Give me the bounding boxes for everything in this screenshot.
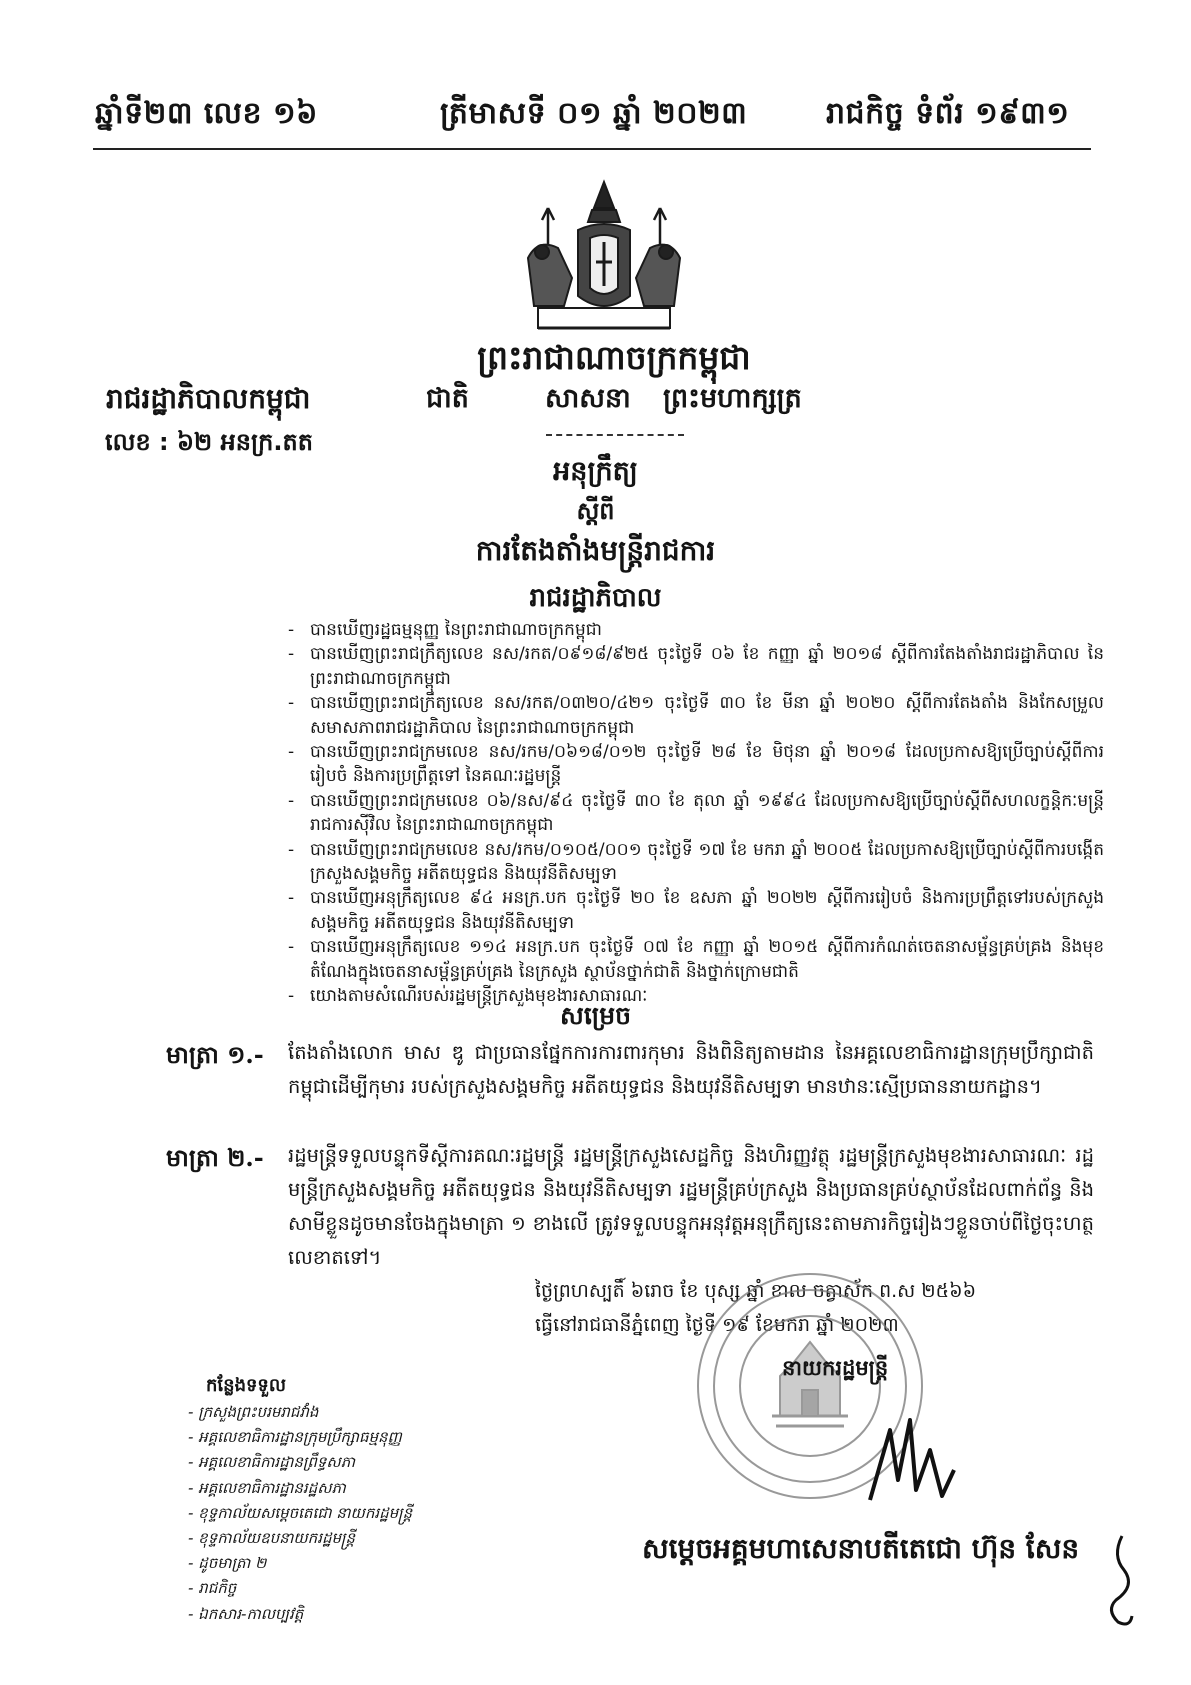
motto-king: ព្រះមហាក្សត្រ (663, 383, 802, 414)
kingdom-name: ព្រះរាជាណាចក្រកម្ពុជា (477, 338, 751, 377)
recipients-title: កន្លែងទទួល (206, 1375, 286, 1396)
gazette-volume: ឆ្នាំទី២៣ លេខ ១៦ (95, 96, 318, 131)
recipient-item: - ឯកសារ-កាលប្បវត្តិ (188, 1604, 304, 1623)
royal-coat-of-arms-icon (508, 178, 700, 338)
legal-basis-item: - បានឃើញព្រះរាជក្រមលេខ នស/រកម/០៦១៨/០១២ ចុះថ្ងៃទី ២៨ ខែ មិថុនា ឆ្នាំ ២០១៨ ដែលប្រកាសឱ្យប្រើច្បាប់ស្តីពីការរៀបចំ និងការប្រព្រឹត្តទៅ នៃគណៈរដ្ឋមន្ត្រី (284, 740, 1104, 789)
recipient-item: - អគ្គលេខាធិការដ្ឋានព្រឹទ្ធសភា (188, 1453, 355, 1472)
gazette-page: រាជកិច្ច ទំព័រ ១៩៣១ (826, 96, 1070, 131)
legal-basis-list (284, 618, 1104, 1009)
decree-number: លេខ : ៦២ អនក្រ.តត (105, 428, 313, 456)
legal-basis-item: - បានឃើញព្រះរាជក្រឹត្យលេខ នស/រកត/០៩១៨/៩២៥ ចុះថ្ងៃទី ០៦ ខែ កញ្ញា ឆ្នាំ ២០១៨ ស្តីពីការតែងតាំងរាជរដ្ឋាភិបាល នៃព្រះរាជាណាចក្រកម្ពុជា (284, 642, 1104, 691)
recipient-item: - អគ្គលេខាធិការដ្ឋានក្រុមប្រឹក្សាធម្មនុញ្ញ (188, 1428, 402, 1447)
article-1-text: តែងតាំងលោក មាស ឌូ ជាប្រធានផ្នែកការការពារកុមារ និងពិនិត្យតាមដាន នៃអគ្គលេខាធិការដ្ឋានក្រុមប្រឹក្សាជាតិកម្ពុជាដើម្បីកុមារ របស់ក្រសួងសង្គមកិច្ច អតីតយុទ្ធជន និងយុវនីតិសម្បទា មានឋានៈស្មើប្រធាននាយកដ្ឋាន។ (288, 1041, 1094, 1098)
legal-basis-item: - បានឃើញព្រះរាជក្រមលេខ ០៦/នស/៩៤ ចុះថ្ងៃទី ៣០ ខែ តុលា ឆ្នាំ ១៩៩៤ ដែលប្រកាសឱ្យប្រើច្បាប់ស្តីពីសហលក្ខន្តិកៈមន្ត្រីរាជការស៊ីវិល នៃព្រះរាជាណាចក្រកម្ពុជា (284, 789, 1104, 838)
recipients-list (188, 1400, 412, 1627)
recipient-item: - ខុទ្ទកាល័យឧបនាយករដ្ឋមន្ត្រី (188, 1529, 355, 1548)
handwritten-initial-icon (1102, 1530, 1142, 1630)
recipient-item: - ខុទ្ទកាល័យសម្តេចតេជោ នាយករដ្ឋមន្ត្រី (188, 1503, 413, 1522)
government-name: រាជរដ្ឋាភិបាលកម្ពុជា (106, 382, 311, 415)
motto-nation: ជាតិ (426, 383, 469, 414)
decision-heading: សម្រេច (560, 1001, 631, 1030)
handwritten-signature-icon (850, 1410, 960, 1520)
article-2-label: មាត្រា ២.- (166, 1143, 264, 1172)
legal-basis-item: - បានឃើញព្រះរាជក្រមលេខ នស/រកម/០១០៥/០០១ ចុះថ្ងៃទី ១៧ ខែ មករា ឆ្នាំ ២០០៥ ដែលប្រកាសឱ្យប្រើច្បាប់ស្តីពីការបង្កើតក្រសួងសង្គមកិច្ច អតីតយុទ្ធជន និងយុវនីតិសម្បទា (284, 838, 1104, 887)
motto-religion: សាសនា (545, 383, 631, 414)
header-divider (93, 148, 1091, 150)
recipient-item: - ដូចមាត្រា ២ (188, 1554, 267, 1573)
legal-basis-item: - យោងតាមសំណើរបស់រដ្ឋមន្ត្រីក្រសួងមុខងារសាធារណៈ (284, 984, 1104, 1008)
article-2-text: រដ្ឋមន្ត្រីទទួលបន្ទុកទីស្តីការគណៈរដ្ឋមន្ត្រី រដ្ឋមន្ត្រីក្រសួងសេដ្ឋកិច្ច និងហិរញ្ញវត្ថុ រដ្ឋមន្ត្រីក្រសួងមុខងារសាធារណៈ រដ្ឋមន្ត្រីក្រសួងសង្គមកិច្ច អតីតយុទ្ធជន និងយុវនីតិសម្បទា រដ្ឋមន្ត្រីគ្រប់ក្រសួង និងប្រធានគ្រប់ស្ថាប័នដែលពាក់ព័ន្ធ និងសាមីខ្លួនដូចមានចែងក្នុងមាត្រា ១ ខាងលើ ត្រូវទទួលបន្ទុកអនុវត្តអនុក្រឹត្យនេះតាមភារកិច្ចរៀងៗខ្លួនចាប់ពីថ្ងៃចុះហត្ថលេខាតទៅ។ (288, 1144, 1094, 1269)
legal-basis-item: - បានឃើញព្រះរាជក្រឹត្យលេខ នស/រកត/០៣២០/៤២១ ចុះថ្ងៃទី ៣០ ខែ មីនា ឆ្នាំ ២០២០ ស្តីពីការតែងតាំង និងកែសម្រួលសមាសភាពរាជរដ្ឋាភិបាល នៃព្រះរាជាណាចក្រកម្ពុជា (284, 691, 1104, 740)
document-subject-prefix: ស្តីពី (576, 496, 615, 525)
issuing-authority: រាជរដ្ឋាភិបាល (529, 583, 662, 613)
solar-date: ធ្វើនៅរាជធានីភ្នំពេញ ថ្ងៃទី ១៩ ខែមករា ឆ្នាំ ២០២៣ (535, 1314, 899, 1336)
recipient-item: - រាជកិច្ច (188, 1579, 237, 1598)
motto-divider (546, 434, 684, 436)
legal-basis-item: - បានឃើញរដ្ឋធម្មនុញ្ញ នៃព្រះរាជាណាចក្រកម្ពុជា (284, 618, 1104, 642)
article-1-label: មាត្រា ១.- (166, 1040, 264, 1069)
recipient-item: - អគ្គលេខាធិការដ្ឋានរដ្ឋសភា (188, 1478, 346, 1497)
gazette-quarter: ត្រីមាសទី ០១ ឆ្នាំ ២០២៣ (440, 96, 748, 131)
lunar-date: ថ្ងៃព្រហស្បតិ៍ ៦រោច ខែ បុស្ស ឆ្នាំ ខាល ចត្វាស័ក ព.ស ២៥៦៦ (535, 1280, 977, 1302)
document-subject: ការតែងតាំងមន្ត្រីរាជការ (475, 534, 716, 567)
legal-basis-item: - បានឃើញអនុក្រឹត្យលេខ ១១៤ អនក្រ.បក ចុះថ្ងៃទី ០៧ ខែ កញ្ញា ឆ្នាំ ២០១៥ ស្តីពីការកំណត់ចេតនាសម្ព័ន្ធគ្រប់គ្រង និងមុខតំណែងក្នុងចេតនាសម្ព័ន្ធគ្រប់គ្រង នៃក្រសួង ស្ថាប័នថ្នាក់ជាតិ និងថ្នាក់ក្រោមជាតិ (284, 935, 1104, 984)
recipient-item: - ក្រសួងព្រះបរមរាជវាំង (188, 1403, 319, 1421)
signer-name: សម្តេចអគ្គមហាសេនាបតីតេជោ ហ៊ុន សែន (642, 1532, 1080, 1565)
legal-basis-item: - បានឃើញអនុក្រឹត្យលេខ ៩៤ អនក្រ.បក ចុះថ្ងៃទី ២០ ខែ ឧសភា ឆ្នាំ ២០២២ ស្តីពីការរៀបចំ និងការប្រព្រឹត្តទៅរបស់ក្រសួងសង្គមកិច្ច អតីតយុទ្ធជន និងយុវនីតិសម្បទា (284, 886, 1104, 935)
signer-title: នាយករដ្ឋមន្ត្រី (782, 1355, 889, 1380)
document-type: អនុក្រឹត្យ (553, 456, 638, 487)
